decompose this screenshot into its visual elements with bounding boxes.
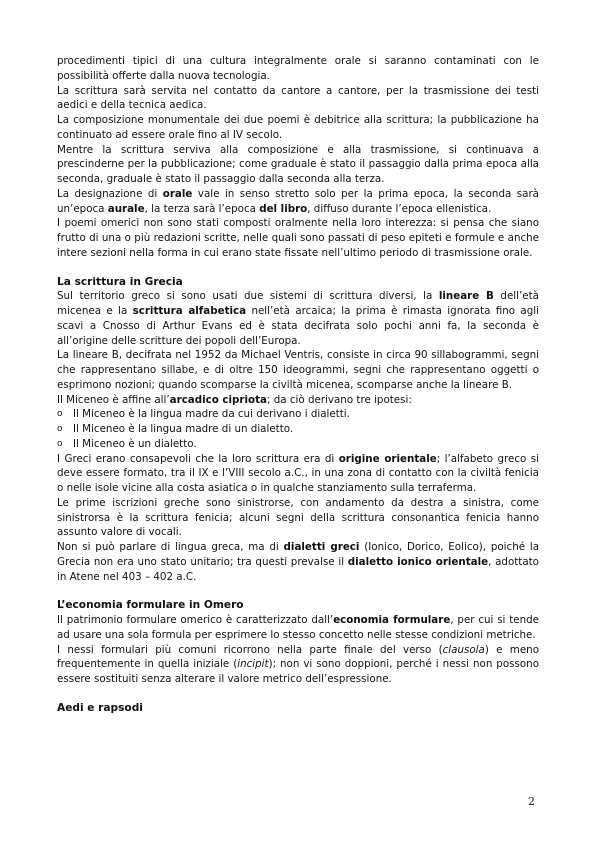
bold-term: scrittura alfabetica <box>132 305 247 317</box>
text-run: vale in senso stretto solo per la prima epoca, la seconda sarà un’epoca <box>57 187 539 215</box>
paragraph: La lineare B, decifrata nel 1952 da Michael Ventris, consiste in circa 90 sillabogrammi, segni che rappresentano sillabe, e di oltre 150 ideogrammi, segni che rappresentano oggetti o esprimono nozioni; quando scomparse la civiltà micenea, scomparse anche la lineare B. <box>57 349 539 391</box>
bullet-icon: o <box>57 438 63 449</box>
text-run: ; da ciò derivano tre ipotesi: <box>266 393 412 406</box>
text-run: nell’età arcaica; la prima è rimasta ignorata fino agli scavi a Cnosso di Arthur Evans ed è stata decifrata solo pochi anni fa, la seconda è all’origine delle scritture dei popoli dell’Europa. <box>57 305 539 347</box>
document-page <box>57 54 539 716</box>
paragraph: Le prime iscrizioni greche sono sinistrorse, con andamento da destra a sinistra, come sinistrorsa è la scrittura fenicia; alcuni segni della scrittura consonantica fenicia hanno assunto valore di vocali. <box>57 496 539 539</box>
paragraph: La scrittura sarà servita nel contatto da cantore a cantore, per la trasmissione dei testi aedici e della tecnica aedica. <box>57 84 539 112</box>
paragraph <box>57 643 539 687</box>
text-run: I nessi formulari più comuni ricorrono nella parte finale del verso ( <box>57 643 443 656</box>
text-run: , diffuso durante l’epoca ellenistica. <box>307 202 492 215</box>
bold-term: del libro <box>259 202 308 215</box>
list-item-text: Il Miceneo è la lingua madre di un dialetto. <box>73 423 294 435</box>
text-run: (Ionico, Dorico, Eolico), poiché la Grecia non era uno stato unitario; tra questi prevalse il <box>57 541 539 568</box>
bold-term: economia formulare <box>333 614 451 626</box>
paragraph <box>57 540 539 584</box>
text-run: , per cui si tende ad usare una sola formula per esprimere lo stesso concetto nelle stesse condizioni metriche. <box>57 614 540 641</box>
text-run: La designazione di <box>57 187 163 200</box>
text-run: Il patrimonio formulare omerico è caratterizzato dall’ <box>57 614 334 626</box>
text-run: Il Miceneo è affine all’ <box>57 393 170 406</box>
hypotheses-list <box>57 407 539 451</box>
paragraph: La composizione monumentale dei due poemi è debitrice alla scrittura; la pubblicazione ha continuato ad essere orale fino al IV secolo. <box>57 114 539 141</box>
section-heading: La scrittura in Grecia <box>57 275 183 288</box>
list-item <box>57 407 539 422</box>
text-run: Non si può parlare di lingua greca, ma di <box>57 541 284 553</box>
list-item-text: Il Miceneo è un dialetto. <box>73 437 197 450</box>
text-run: ) e meno frequentemente in quella iniziale ( <box>57 643 539 671</box>
text-run: dell’età micenea e la <box>57 290 539 317</box>
text-run: , la terza sarà l’epoca <box>144 202 260 215</box>
paragraph <box>57 613 539 643</box>
bold-term: dialetto ionico orientale <box>347 555 489 568</box>
bold-term: orale <box>162 187 193 200</box>
paragraph: Mentre la scrittura serviva alla composizione e alla trasmissione, si continuava a prescinderne per la pubblicazione; come graduale è stato il passaggio dalla prima epoca alla seconda, graduale è stato il passaggio dalla seconda alla terza. <box>57 143 539 185</box>
bullet-icon: o <box>57 424 63 434</box>
section-heading: L’economia formulare in Omero <box>57 599 244 612</box>
bold-term: origine orientale <box>338 452 437 465</box>
paragraph <box>57 452 539 496</box>
bold-term: aurale <box>107 202 145 215</box>
text-run: ; l’alfabeto greco si deve essere formato, tra il IX e l’VIII secolo a.C., in una zona di contatto con la civiltà fenicia o nelle isole vicine alla costa asiatica o in qualche stanziamento sulla terraferma. <box>57 452 539 494</box>
list-item <box>57 437 539 452</box>
paragraph <box>57 289 539 348</box>
text-run: I Greci erano consapevoli che la loro scrittura era di <box>57 452 339 465</box>
section-heading: Aedi e rapsodi <box>57 701 143 714</box>
bold-term: dialetti greci <box>283 541 360 553</box>
text-run: Sul territorio greco si sono usati due sistemi di scrittura diversi, la <box>57 290 439 303</box>
list-item <box>57 422 539 437</box>
page-number: 2 <box>528 795 535 808</box>
bold-term: lineare B <box>438 290 494 303</box>
paragraph: procedimenti tipici di una cultura integralmente orale si saranno contaminati con le possibilità offerte dalla nuova tecnologia. <box>57 55 539 82</box>
text-run: , adottato in Atene nel 403 – 402 a.C. <box>57 555 539 583</box>
bold-term: arcadico cipriota <box>169 393 267 406</box>
text-run: ); non vi sono doppioni, perché i nessi non possono essere sostituiti senza alterare il valore metrico dell’espressione. <box>57 658 539 685</box>
paragraph <box>57 187 539 217</box>
italic-term: incipit <box>237 658 269 671</box>
bullet-icon: o <box>57 409 63 420</box>
paragraph: I poemi omerici non sono stati composti oralmente nella loro interezza: si pensa che siano frutto di una o più redazioni scritte, nelle quali sono passati di peso epiteti e formule e anche intere sezioni nella forma in cui erano state fissate nell’ultimo periodo di trasmissione orale. <box>57 217 539 259</box>
italic-term: clausola <box>442 643 485 656</box>
list-item-text: Il Miceneo è la lingua madre da cui derivano i dialetti. <box>73 408 350 421</box>
paragraph <box>57 393 539 408</box>
